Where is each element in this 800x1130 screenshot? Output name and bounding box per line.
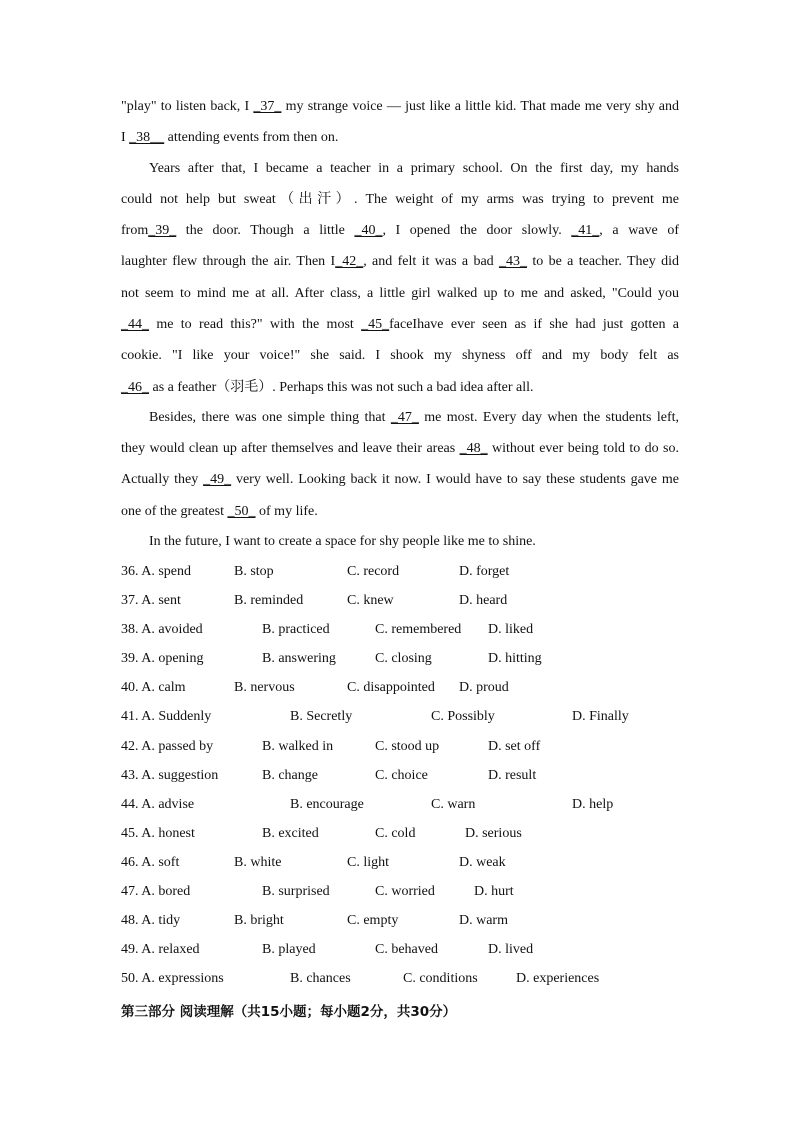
option-a: 43. A. suggestion (121, 768, 219, 783)
option-c: C. stood up (375, 739, 440, 754)
passage-text: , and felt it was a bad (363, 254, 500, 269)
passage-text: from (121, 223, 149, 238)
passage-text: In the future, I want to create a space for shy people like me to shine. (149, 534, 536, 549)
passage-text: of my life. (255, 504, 318, 519)
option-d: D. weak (459, 855, 506, 870)
option-d: D. hitting (488, 651, 542, 666)
answer-blank: _47_ (390, 410, 419, 425)
passage-line (121, 378, 679, 398)
answer-blank: _45_ (361, 317, 390, 332)
option-d: D. liked (488, 622, 534, 637)
option-d: D. help (572, 797, 614, 812)
option-c: C. empty (347, 913, 399, 928)
answer-blank: _37_ (253, 99, 282, 114)
option-a: 47. A. bored (121, 884, 191, 899)
option-c: C. knew (347, 593, 394, 608)
option-b: B. Secretly (290, 709, 353, 724)
option-d: D. serious (465, 826, 522, 841)
option-b: B. answering (262, 651, 336, 666)
option-c: C. choice (375, 768, 428, 783)
option-c: C. behaved (375, 942, 438, 957)
passage-line (121, 221, 679, 241)
answer-blank: _40_ (354, 223, 383, 238)
option-a: 40. A. calm (121, 680, 186, 695)
option-row (121, 737, 721, 757)
option-d: D. set off (488, 739, 541, 754)
option-a: 46. A. soft (121, 855, 180, 870)
passage-line (121, 346, 679, 366)
option-row (121, 969, 721, 989)
option-d: D. proud (459, 680, 509, 695)
passage-text: attending events from then on. (164, 130, 339, 145)
passage-text: me most. Every day when the students left, (418, 410, 679, 425)
option-a: 42. A. passed by (121, 739, 214, 754)
option-row (121, 795, 721, 815)
answer-blank: _43_ (499, 254, 528, 269)
passage-text: they would clean up after themselves and leave their areas (121, 441, 460, 456)
option-row (121, 678, 721, 698)
answer-blank: _49_ (203, 472, 232, 487)
option-row (121, 591, 721, 611)
passage-line (121, 128, 679, 148)
passage-text: my strange voice — just like a little kid. That made me very shy and (281, 99, 680, 114)
option-row (121, 649, 721, 669)
option-b: B. change (262, 768, 318, 783)
passage-line (121, 159, 679, 179)
option-a: 39. A. opening (121, 651, 204, 666)
option-d: D. lived (488, 942, 534, 957)
answer-blank: _39_ (148, 223, 177, 238)
option-b: B. nervous (234, 680, 295, 695)
option-a: 50. A. expressions (121, 971, 224, 986)
option-c: C. cold (375, 826, 416, 841)
passage-text: , I opened the door slowly. (382, 223, 572, 238)
option-b: B. encourage (290, 797, 364, 812)
option-c: C. conditions (403, 971, 478, 986)
option-c: C. disappointed (347, 680, 435, 695)
option-b: B. played (262, 942, 316, 957)
answer-blank: _42_ (335, 254, 364, 269)
option-a: 37. A. sent (121, 593, 181, 608)
option-row (121, 853, 721, 873)
passage-text: Years after that, I became a teacher in a primary school. On the first day, my hands (149, 161, 679, 176)
option-c: C. record (347, 564, 400, 579)
passage-line (121, 284, 679, 304)
answer-blank: _44_ (121, 317, 149, 332)
option-b: B. walked in (262, 739, 334, 754)
option-b: B. bright (234, 913, 284, 928)
passage-line (121, 439, 679, 459)
option-row (121, 911, 721, 931)
passage-line (121, 252, 679, 272)
passage-text: I (121, 130, 130, 145)
answer-blank: _38__ (129, 130, 165, 145)
answer-blank: _41_ (571, 223, 600, 238)
passage-line (121, 502, 679, 522)
option-d: D. result (488, 768, 537, 783)
passage-line (121, 190, 679, 210)
passage-text: me to read this?" with the most (149, 317, 362, 332)
passage-text: Actually they (121, 472, 204, 487)
option-b: B. chances (290, 971, 351, 986)
option-a: 41. A. Suddenly (121, 709, 212, 724)
passage-text: very well. Looking back it now. I would have to say these students gave me (231, 472, 679, 487)
option-b: B. reminded (234, 593, 304, 608)
option-a: 45. A. honest (121, 826, 195, 841)
passage-text: faceIhave ever seen as if she had just gotten a (389, 317, 679, 332)
option-d: D. hurt (474, 884, 514, 899)
passage-text: , a wave of (599, 223, 679, 238)
answer-blank: _48_ (459, 441, 488, 456)
section-heading: 第三部分 阅读理解（共15小题；每小题2分，共30分） (121, 1004, 457, 1020)
option-c: C. Possibly (431, 709, 495, 724)
answer-blank: _46_ (121, 380, 149, 395)
passage-line (121, 408, 679, 428)
option-a: 49. A. relaxed (121, 942, 200, 957)
option-d: D. experiences (516, 971, 600, 986)
answer-blank: _50_ (227, 504, 256, 519)
option-b: B. white (234, 855, 282, 870)
passage-text: one of the greatest (121, 504, 228, 519)
option-c: C. light (347, 855, 390, 870)
option-b: B. excited (262, 826, 319, 841)
passage-line (121, 97, 679, 117)
passage-text: not seem to mind me at all. After class, a little girl walked up to me and asked, "Could you (121, 286, 679, 301)
option-c: C. closing (375, 651, 432, 666)
passage-line (121, 315, 679, 335)
option-row (121, 824, 721, 844)
option-a: 38. A. avoided (121, 622, 203, 637)
passage-text: the door. Though a little (176, 223, 355, 238)
passage-text: cookie. "I like your voice!" she said. I shook my shyness off and my body felt as (121, 348, 679, 363)
passage-text: as a feather（羽毛）. Perhaps this was not such a bad idea after all. (149, 380, 534, 395)
option-c: C. warn (431, 797, 476, 812)
option-row (121, 620, 721, 640)
passage-text: without ever being told to do so. (487, 441, 680, 456)
passage-text: laughter flew through the air. Then I (121, 254, 336, 269)
option-b: B. practiced (262, 622, 330, 637)
passage-line (121, 470, 679, 490)
option-a: 44. A. advise (121, 797, 195, 812)
option-row (121, 940, 721, 960)
option-d: D. heard (459, 593, 508, 608)
option-row (121, 562, 721, 582)
option-d: D. warm (459, 913, 508, 928)
option-c: C. remembered (375, 622, 462, 637)
option-d: D. Finally (572, 709, 629, 724)
option-row (121, 882, 721, 902)
passage-text: "play" to listen back, I (121, 99, 254, 114)
passage-text: could not help but sweat（出汗）. The weight of my arms was trying to prevent me (121, 192, 679, 207)
passage-line (121, 532, 679, 552)
passage-text: to be a teacher. They did (527, 254, 679, 269)
option-b: B. surprised (262, 884, 330, 899)
option-a: 48. A. tidy (121, 913, 181, 928)
option-row (121, 707, 721, 727)
option-row (121, 766, 721, 786)
option-d: D. forget (459, 564, 510, 579)
passage-text: Besides, there was one simple thing that (149, 410, 391, 425)
option-c: C. worried (375, 884, 435, 899)
option-a: 36. A. spend (121, 564, 191, 579)
option-b: B. stop (234, 564, 274, 579)
